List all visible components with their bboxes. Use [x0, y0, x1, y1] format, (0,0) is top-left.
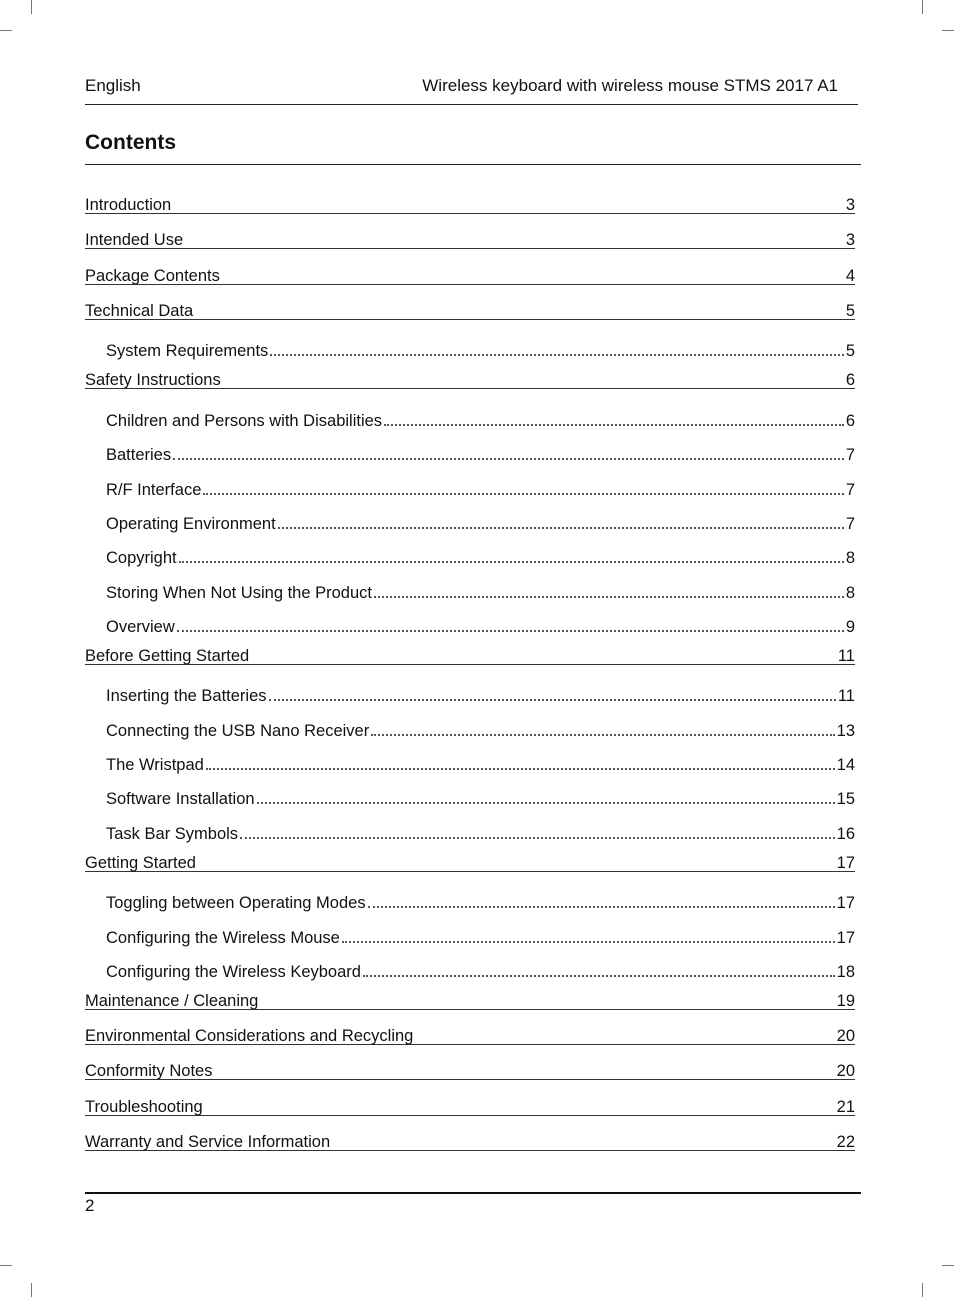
toc-entry-page[interactable]: 11	[837, 646, 855, 665]
toc-entry-title[interactable]: Intended Use	[85, 231, 184, 250]
toc-chapter-entry[interactable]	[85, 1017, 855, 1045]
toc-section-entry[interactable]	[85, 465, 855, 499]
crop-mark	[922, 0, 923, 14]
toc-entry-page[interactable]: 8	[845, 549, 855, 568]
toc-chapter-entry[interactable]	[85, 844, 855, 872]
toc-entry-title[interactable]: R/F Interface	[106, 480, 202, 499]
title-divider	[85, 164, 861, 165]
dot-leader	[363, 975, 835, 977]
toc-entry-title[interactable]: Batteries	[106, 446, 172, 465]
toc-section-entry[interactable]	[85, 741, 855, 775]
dot-leader	[240, 837, 835, 839]
toc-entry-page[interactable]: 18	[836, 962, 855, 981]
dot-leader	[269, 699, 836, 701]
crop-mark	[942, 1265, 954, 1266]
toc-chapter-entry[interactable]	[85, 186, 855, 214]
toc-chapter-entry[interactable]	[85, 1052, 855, 1080]
toc-chapter-entry[interactable]	[85, 637, 855, 665]
toc-entry-page[interactable]: 21	[836, 1097, 855, 1116]
toc-chapter-entry[interactable]	[85, 361, 855, 389]
toc-entry-title[interactable]: Inserting the Batteries	[106, 687, 267, 706]
toc-entry-page[interactable]: 13	[836, 721, 855, 740]
toc-entry-title[interactable]: Safety Instructions	[85, 371, 221, 390]
toc-section-entry[interactable]	[85, 568, 855, 602]
dot-leader	[270, 354, 844, 356]
dot-leader	[257, 802, 835, 804]
toc-entry-page[interactable]: 19	[836, 991, 855, 1010]
toc-section-entry[interactable]	[85, 327, 855, 361]
toc-section-entry[interactable]	[85, 534, 855, 568]
toc-chapter-entry[interactable]	[85, 1088, 855, 1116]
toc-section-entry[interactable]	[85, 603, 855, 637]
toc-entry-page[interactable]: 16	[836, 824, 855, 843]
toc-entry-page[interactable]: 15	[836, 790, 855, 809]
header-divider	[85, 104, 858, 105]
toc-entry-page[interactable]: 7	[845, 446, 855, 465]
crop-mark	[942, 30, 954, 31]
toc-section-entry[interactable]	[85, 879, 855, 913]
toc-entry-page[interactable]: 7	[845, 480, 855, 499]
toc-entry-title[interactable]: Getting Started	[85, 853, 196, 872]
toc-entry-title[interactable]: Before Getting Started	[85, 646, 250, 665]
crop-mark	[0, 1265, 12, 1266]
toc-entry-page[interactable]: 11	[837, 687, 855, 706]
toc-section-entry[interactable]	[85, 913, 855, 947]
crop-mark	[0, 30, 12, 31]
toc-entry-page[interactable]: 8	[845, 583, 855, 602]
toc-chapter-entry[interactable]	[85, 292, 855, 320]
toc-entry-title[interactable]: The Wristpad	[106, 756, 204, 775]
toc-chapter-entry[interactable]	[85, 221, 855, 249]
toc-section-entry[interactable]	[85, 431, 855, 465]
toc-entry-page[interactable]: 7	[845, 514, 855, 533]
toc-entry-title[interactable]: Children and Persons with Disabilities	[106, 412, 383, 431]
page-title: Contents	[85, 131, 176, 154]
toc-entry-title[interactable]: Connecting the USB Nano Receiver	[106, 721, 370, 740]
toc-entry-title[interactable]: Overview	[106, 617, 175, 636]
footer-divider	[85, 1192, 861, 1194]
toc-entry-title[interactable]: Task Bar Symbols	[106, 824, 239, 843]
toc-entry-title[interactable]: Conformity Notes	[85, 1062, 213, 1081]
dot-leader	[384, 424, 844, 426]
toc-entry-page[interactable]: 9	[845, 617, 855, 636]
toc-entry-page[interactable]: 20	[836, 1062, 855, 1081]
crop-mark	[31, 0, 32, 14]
toc-entry-title[interactable]: Package Contents	[85, 266, 220, 285]
toc-entry-page[interactable]: 17	[836, 853, 855, 872]
toc-entry-page[interactable]: 17	[836, 928, 855, 947]
toc-entry-page[interactable]: 5	[845, 342, 855, 361]
toc-section-entry[interactable]	[85, 500, 855, 534]
toc-entry-title[interactable]: Copyright	[106, 549, 177, 568]
toc-entry-title[interactable]: Storing When Not Using the Product	[106, 583, 372, 602]
toc-entry-page[interactable]: 3	[845, 196, 855, 214]
dot-leader	[179, 561, 844, 563]
toc-entry-page[interactable]: 17	[836, 894, 855, 913]
toc-entry-page[interactable]: 20	[836, 1027, 855, 1046]
toc-section-entry[interactable]	[85, 397, 855, 431]
toc-chapter-entry[interactable]	[85, 257, 855, 285]
dot-leader	[203, 493, 843, 495]
toc-entry-page[interactable]: 14	[836, 756, 855, 775]
toc-section-entry[interactable]	[85, 706, 855, 740]
page-number: 2	[85, 1196, 95, 1215]
toc-entry-page[interactable]: 3	[845, 231, 855, 250]
crop-mark	[31, 1283, 32, 1297]
header-title: Wireless keyboard with wireless mouse STMS 2017 A1	[422, 76, 838, 95]
toc-entry-title[interactable]: Troubleshooting	[85, 1097, 203, 1116]
toc-entry-title[interactable]: System Requirements	[106, 342, 269, 361]
toc-entry-page[interactable]: 6	[845, 412, 855, 431]
toc-entry-title[interactable]: Software Installation	[106, 790, 255, 809]
toc-entry-page[interactable]: 6	[845, 371, 855, 390]
dot-leader	[368, 906, 835, 908]
dot-leader	[177, 630, 844, 632]
toc-chapter-entry[interactable]	[85, 982, 855, 1010]
toc-entry-title[interactable]: Technical Data	[85, 301, 194, 320]
toc-entry-page[interactable]: 5	[845, 301, 855, 320]
toc-entry-title[interactable]: Configuring the Wireless Keyboard	[106, 962, 361, 981]
toc-entry-title[interactable]: Maintenance / Cleaning	[85, 991, 259, 1010]
toc-section-entry[interactable]	[85, 809, 855, 843]
toc-entry-page[interactable]: 22	[836, 1133, 855, 1152]
crop-mark	[922, 1283, 923, 1297]
toc-section-entry[interactable]	[85, 672, 855, 706]
toc-entry-title[interactable]: Configuring the Wireless Mouse	[106, 928, 340, 947]
dot-leader	[206, 768, 835, 770]
header-language: English	[85, 76, 141, 95]
toc-entry-title[interactable]: Introduction	[85, 196, 172, 214]
toc-entry-page[interactable]: 4	[845, 266, 855, 285]
dot-leader	[173, 458, 844, 460]
dot-leader	[278, 527, 844, 529]
toc-entry-title[interactable]: Operating Environment	[106, 514, 276, 533]
toc-chapter-entry[interactable]	[85, 1123, 855, 1151]
dot-leader	[371, 734, 834, 736]
toc-entry-title[interactable]: Warranty and Service Information	[85, 1133, 331, 1152]
dot-leader	[342, 941, 835, 943]
toc-entry-title[interactable]: Toggling between Operating Modes	[106, 894, 366, 913]
toc-entry-title[interactable]: Environmental Considerations and Recycling	[85, 1027, 414, 1046]
toc-section-entry[interactable]	[85, 775, 855, 809]
dot-leader	[374, 596, 844, 598]
table-of-contents	[85, 186, 855, 1158]
toc-section-entry[interactable]	[85, 948, 855, 982]
